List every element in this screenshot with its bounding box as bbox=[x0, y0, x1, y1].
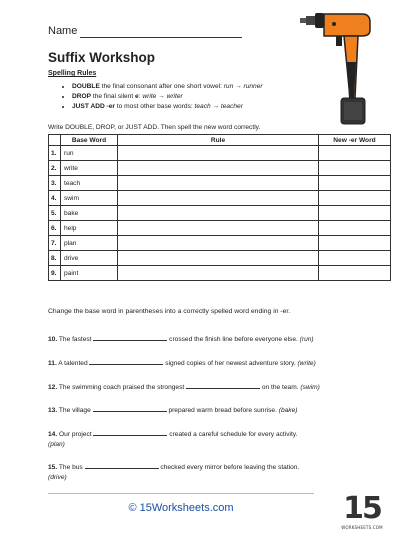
base-word: swim bbox=[61, 191, 118, 206]
row-number: 5. bbox=[49, 206, 61, 221]
base-word: teach bbox=[61, 176, 118, 191]
table-instruction: Write DOUBLE, DROP, or JUST ADD. Then spell the new word correctly. bbox=[48, 124, 261, 131]
table-header bbox=[49, 135, 61, 146]
sentence-item: 10. The fastest crossed the finish line before everyone else. (run) bbox=[48, 333, 388, 345]
rule-cell[interactable] bbox=[118, 161, 319, 176]
sentence-item: 13. The village prepared warm bread before sunrise. (bake) bbox=[48, 404, 388, 416]
row-number: 4. bbox=[49, 191, 61, 206]
answer-blank[interactable] bbox=[85, 461, 159, 469]
table-header: Base Word bbox=[61, 135, 118, 146]
row-number: 3. bbox=[49, 176, 61, 191]
new-word-cell[interactable] bbox=[319, 191, 391, 206]
row-number: 9. bbox=[49, 266, 61, 281]
rule-table bbox=[48, 134, 391, 281]
new-word-cell[interactable] bbox=[319, 236, 391, 251]
base-word: write bbox=[61, 161, 118, 176]
table-row bbox=[49, 236, 391, 251]
table-header: Rule bbox=[118, 135, 319, 146]
rule-cell[interactable] bbox=[118, 251, 319, 266]
rule-just-add: • JUST ADD -er to most other base words: teach → teacher bbox=[72, 102, 342, 112]
rule-cell[interactable] bbox=[118, 266, 319, 281]
row-number: 2. bbox=[49, 161, 61, 176]
rule-cell[interactable] bbox=[118, 236, 319, 251]
worksheet-title: Suffix Workshop bbox=[48, 50, 156, 65]
new-word-cell[interactable] bbox=[319, 206, 391, 221]
sentences-instruction: Change the base word in parentheses into a correctly spelled word ending in -er. bbox=[48, 308, 291, 315]
answer-blank[interactable] bbox=[93, 333, 167, 341]
name-label: Name bbox=[48, 25, 78, 37]
row-number: 8. bbox=[49, 251, 61, 266]
base-word: help bbox=[61, 221, 118, 236]
new-word-cell[interactable] bbox=[319, 146, 391, 161]
footer-divider bbox=[48, 493, 314, 494]
new-word-cell[interactable] bbox=[319, 221, 391, 236]
answer-blank[interactable] bbox=[89, 357, 163, 365]
table-row bbox=[49, 221, 391, 236]
new-word-cell[interactable] bbox=[319, 161, 391, 176]
row-number: 6. bbox=[49, 221, 61, 236]
logo-text: WORKSHEETS.COM bbox=[341, 525, 383, 530]
rule-cell[interactable] bbox=[118, 221, 319, 236]
worksheets-logo bbox=[340, 493, 384, 537]
base-word: bake bbox=[61, 206, 118, 221]
sentence-item: 11. A talented signed copies of her newest adventure story. (write) bbox=[48, 357, 388, 369]
new-word-cell[interactable] bbox=[319, 176, 391, 191]
row-number: 1. bbox=[49, 146, 61, 161]
table-row bbox=[49, 266, 391, 281]
table-header: New -er Word bbox=[319, 135, 391, 146]
base-word: drive bbox=[61, 251, 118, 266]
spelling-rules-list bbox=[60, 82, 342, 112]
rule-double: • DOUBLE the final consonant after one short vowel: run → runner bbox=[72, 82, 342, 92]
rule-cell[interactable] bbox=[118, 176, 319, 191]
table-row bbox=[49, 161, 391, 176]
base-word: plan bbox=[61, 236, 118, 251]
name-blank-line[interactable] bbox=[80, 37, 242, 38]
sentence-item: 14. Our project created a careful schedule for every activity. (plan) bbox=[48, 428, 388, 450]
table-row bbox=[49, 176, 391, 191]
rule-cell[interactable] bbox=[118, 206, 319, 221]
drill-icon bbox=[300, 6, 380, 136]
row-number: 7. bbox=[49, 236, 61, 251]
table-row bbox=[49, 251, 391, 266]
rule-drop: • DROP the final silent e: write → writer bbox=[72, 92, 342, 102]
rule-cell[interactable] bbox=[118, 191, 319, 206]
answer-blank[interactable] bbox=[93, 404, 167, 412]
base-word: run bbox=[61, 146, 118, 161]
table-header-row bbox=[49, 135, 391, 146]
footer-link[interactable]: © 15Worksheets.com bbox=[128, 502, 234, 514]
answer-blank[interactable] bbox=[93, 428, 167, 436]
sentence-item: 15. The bus checked every mirror before leaving the station. (drive) bbox=[48, 461, 388, 483]
answer-blank[interactable] bbox=[186, 381, 260, 389]
spelling-rules-heading: Spelling Rules bbox=[48, 70, 97, 77]
new-word-cell[interactable] bbox=[319, 266, 391, 281]
logo-number: 15 bbox=[343, 491, 381, 526]
table-row bbox=[49, 191, 391, 206]
new-word-cell[interactable] bbox=[319, 251, 391, 266]
base-word: paint bbox=[61, 266, 118, 281]
sentence-item: 12. The swimming coach praised the strongest on the team. (swim) bbox=[48, 381, 388, 393]
rule-cell[interactable] bbox=[118, 146, 319, 161]
table-row bbox=[49, 146, 391, 161]
table-row bbox=[49, 206, 391, 221]
